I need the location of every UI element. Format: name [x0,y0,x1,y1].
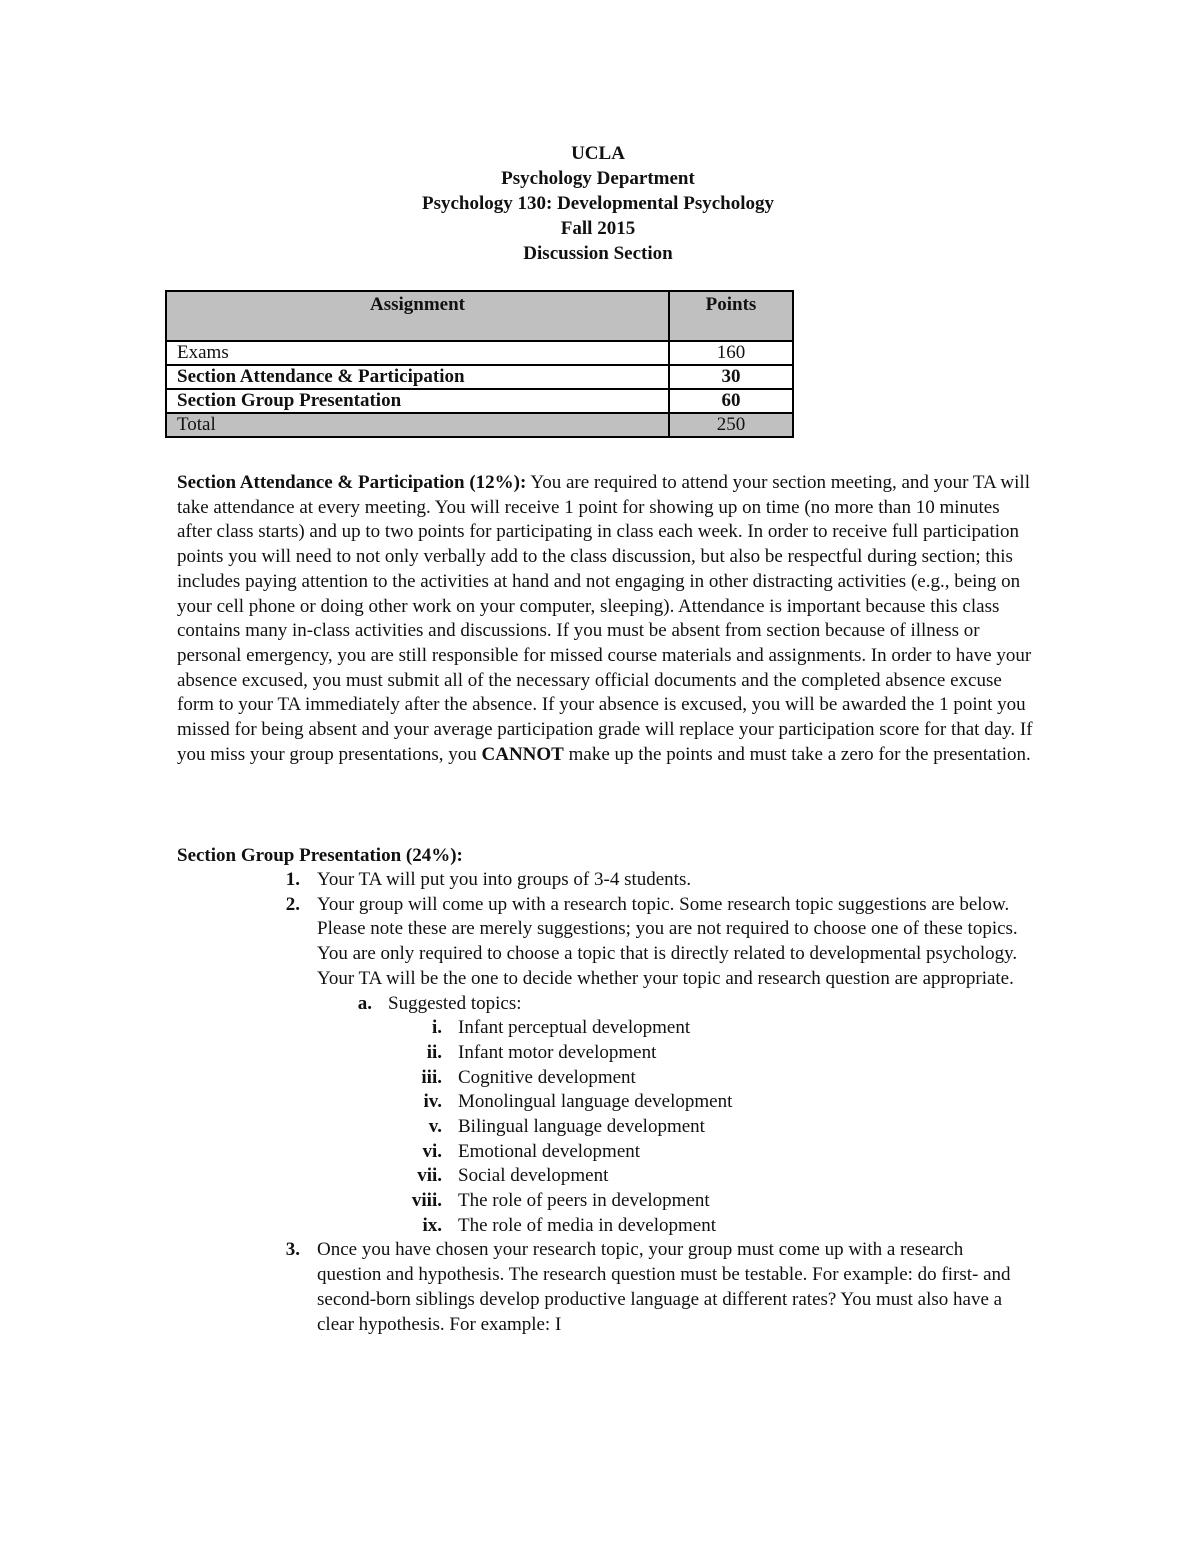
list-item-text: Your TA will put you into groups of 3-4 students. [317,869,692,890]
topic-number: v. [428,1115,442,1137]
term: Fall 2015 [560,218,636,239]
attendance-paragraph [177,471,1037,767]
topic-item [0,1140,1200,1165]
table-row [166,389,793,413]
topic-label: Bilingual language development [458,1115,705,1137]
assignment-cell: Section Group Presentation [166,389,669,413]
topic-number: i. [431,1017,442,1039]
topic-item [0,1066,1200,1091]
topic-label: Infant perceptual development [458,1017,691,1039]
institution-name: UCLA [571,143,625,164]
topic-label: Monolingual language development [458,1091,733,1113]
topic-label: The role of peers in development [458,1190,710,1212]
topic-number: ix. [422,1214,442,1236]
list-item [0,868,1200,893]
topic-item [0,1164,1200,1189]
sub-list-item-text: Suggested topics: [388,992,522,1014]
topic-number: vii. [417,1165,442,1187]
section-name: Discussion Section [523,243,673,264]
list-number: 1. [285,869,300,890]
document-header [0,141,1196,266]
topic-item [0,1041,1200,1066]
list-number: 3. [285,1239,300,1261]
table-row [166,341,793,365]
topic-item [0,1214,1200,1239]
topic-number: iii. [421,1066,442,1088]
grade-table-header-row [166,291,793,341]
table-row [166,365,793,389]
attendance-body-1: You are required to attend your section meeting, and your TA will take attendance at every meeting. You will receive 1 point for showing up on time (no more than 10 minutes after class starts) and up to two points for participating in class each week. In order to receive full participation points you will need to not only verbally add to the class discussion, but also be respectful during section; this includes paying attention to the activities at hand and not engaging in other distracting activities (e.g., being on your cell phone or doing other work on your computer, sleeping). Attendance is important because this class contains many in-class activities and discussions. If you must be absent from section because of illness or personal emergency, you are still responsible for missed course materials and assignments. In order to have your absence excused, you must submit all of the necessary official documents and the completed absence excuse form to your TA immediately after the absence. If your absence is excused, you will be awarded the 1 point you missed for being absent and your average participation grade will replace your participation score for that day. If you miss your group presentations, you [177,472,1033,765]
assignment-cell: Total [166,413,669,437]
presentation-steps-list [0,868,1200,1337]
list-number: 2. [285,893,300,915]
column-header-points: Points [669,291,793,341]
topic-number: viii. [411,1190,442,1212]
attendance-emphasis: CANNOT [481,743,564,765]
column-header-assignment: Assignment [166,291,669,341]
sub-list-item [0,992,1200,1017]
department-name: Psychology Department [501,168,695,189]
topic-item [0,1115,1200,1140]
topic-label: Emotional development [458,1140,641,1162]
topic-label: Social development [458,1165,609,1187]
points-cell: 160 [669,341,793,365]
list-item-text: Once you have chosen your research topic, your group must come up with a research question and hypothesis. The research question must be testable. For example: do first- and second-born siblings develop productive language at different rates? You must also have a clear hypothesis. For example: I [317,1239,1011,1335]
topic-label: Infant motor development [458,1041,657,1063]
topic-item [0,1189,1200,1214]
presentation-heading: Section Group Presentation (24%): [177,845,463,866]
topic-label: Cognitive development [458,1066,636,1088]
topic-number: vi. [422,1140,442,1162]
list-item [0,1238,1200,1337]
points-cell: 60 [669,389,793,413]
points-cell: 250 [669,413,793,437]
grade-table [165,290,794,438]
topic-item [0,1090,1200,1115]
list-item-text: Your group will come up with a research topic. Some research topic suggestions are below. Please note these are merely suggestions; you are not required to choose one of these topics. You are only required to choose a topic that is directly related to developmental psychology. Your TA will be the one to decide whether your topic and research question are appropriate. [317,893,1018,989]
attendance-body-2: make up the points and must take a zero for the presentation. [563,743,1031,765]
course-title: Psychology 130: Developmental Psychology [421,193,774,214]
table-total-row [166,413,793,437]
topic-item [0,1016,1200,1041]
topic-label: The role of media in development [458,1214,716,1236]
assignment-cell: Section Attendance & Participation [166,365,669,389]
attendance-heading: Section Attendance & Participation (12%): [177,472,527,493]
topic-number: ii. [426,1041,442,1063]
sub-list-letter: a. [357,992,372,1014]
points-cell: 30 [669,365,793,389]
list-item [0,893,1200,992]
topic-number: iv. [423,1091,442,1113]
assignment-cell: Exams [166,341,669,365]
